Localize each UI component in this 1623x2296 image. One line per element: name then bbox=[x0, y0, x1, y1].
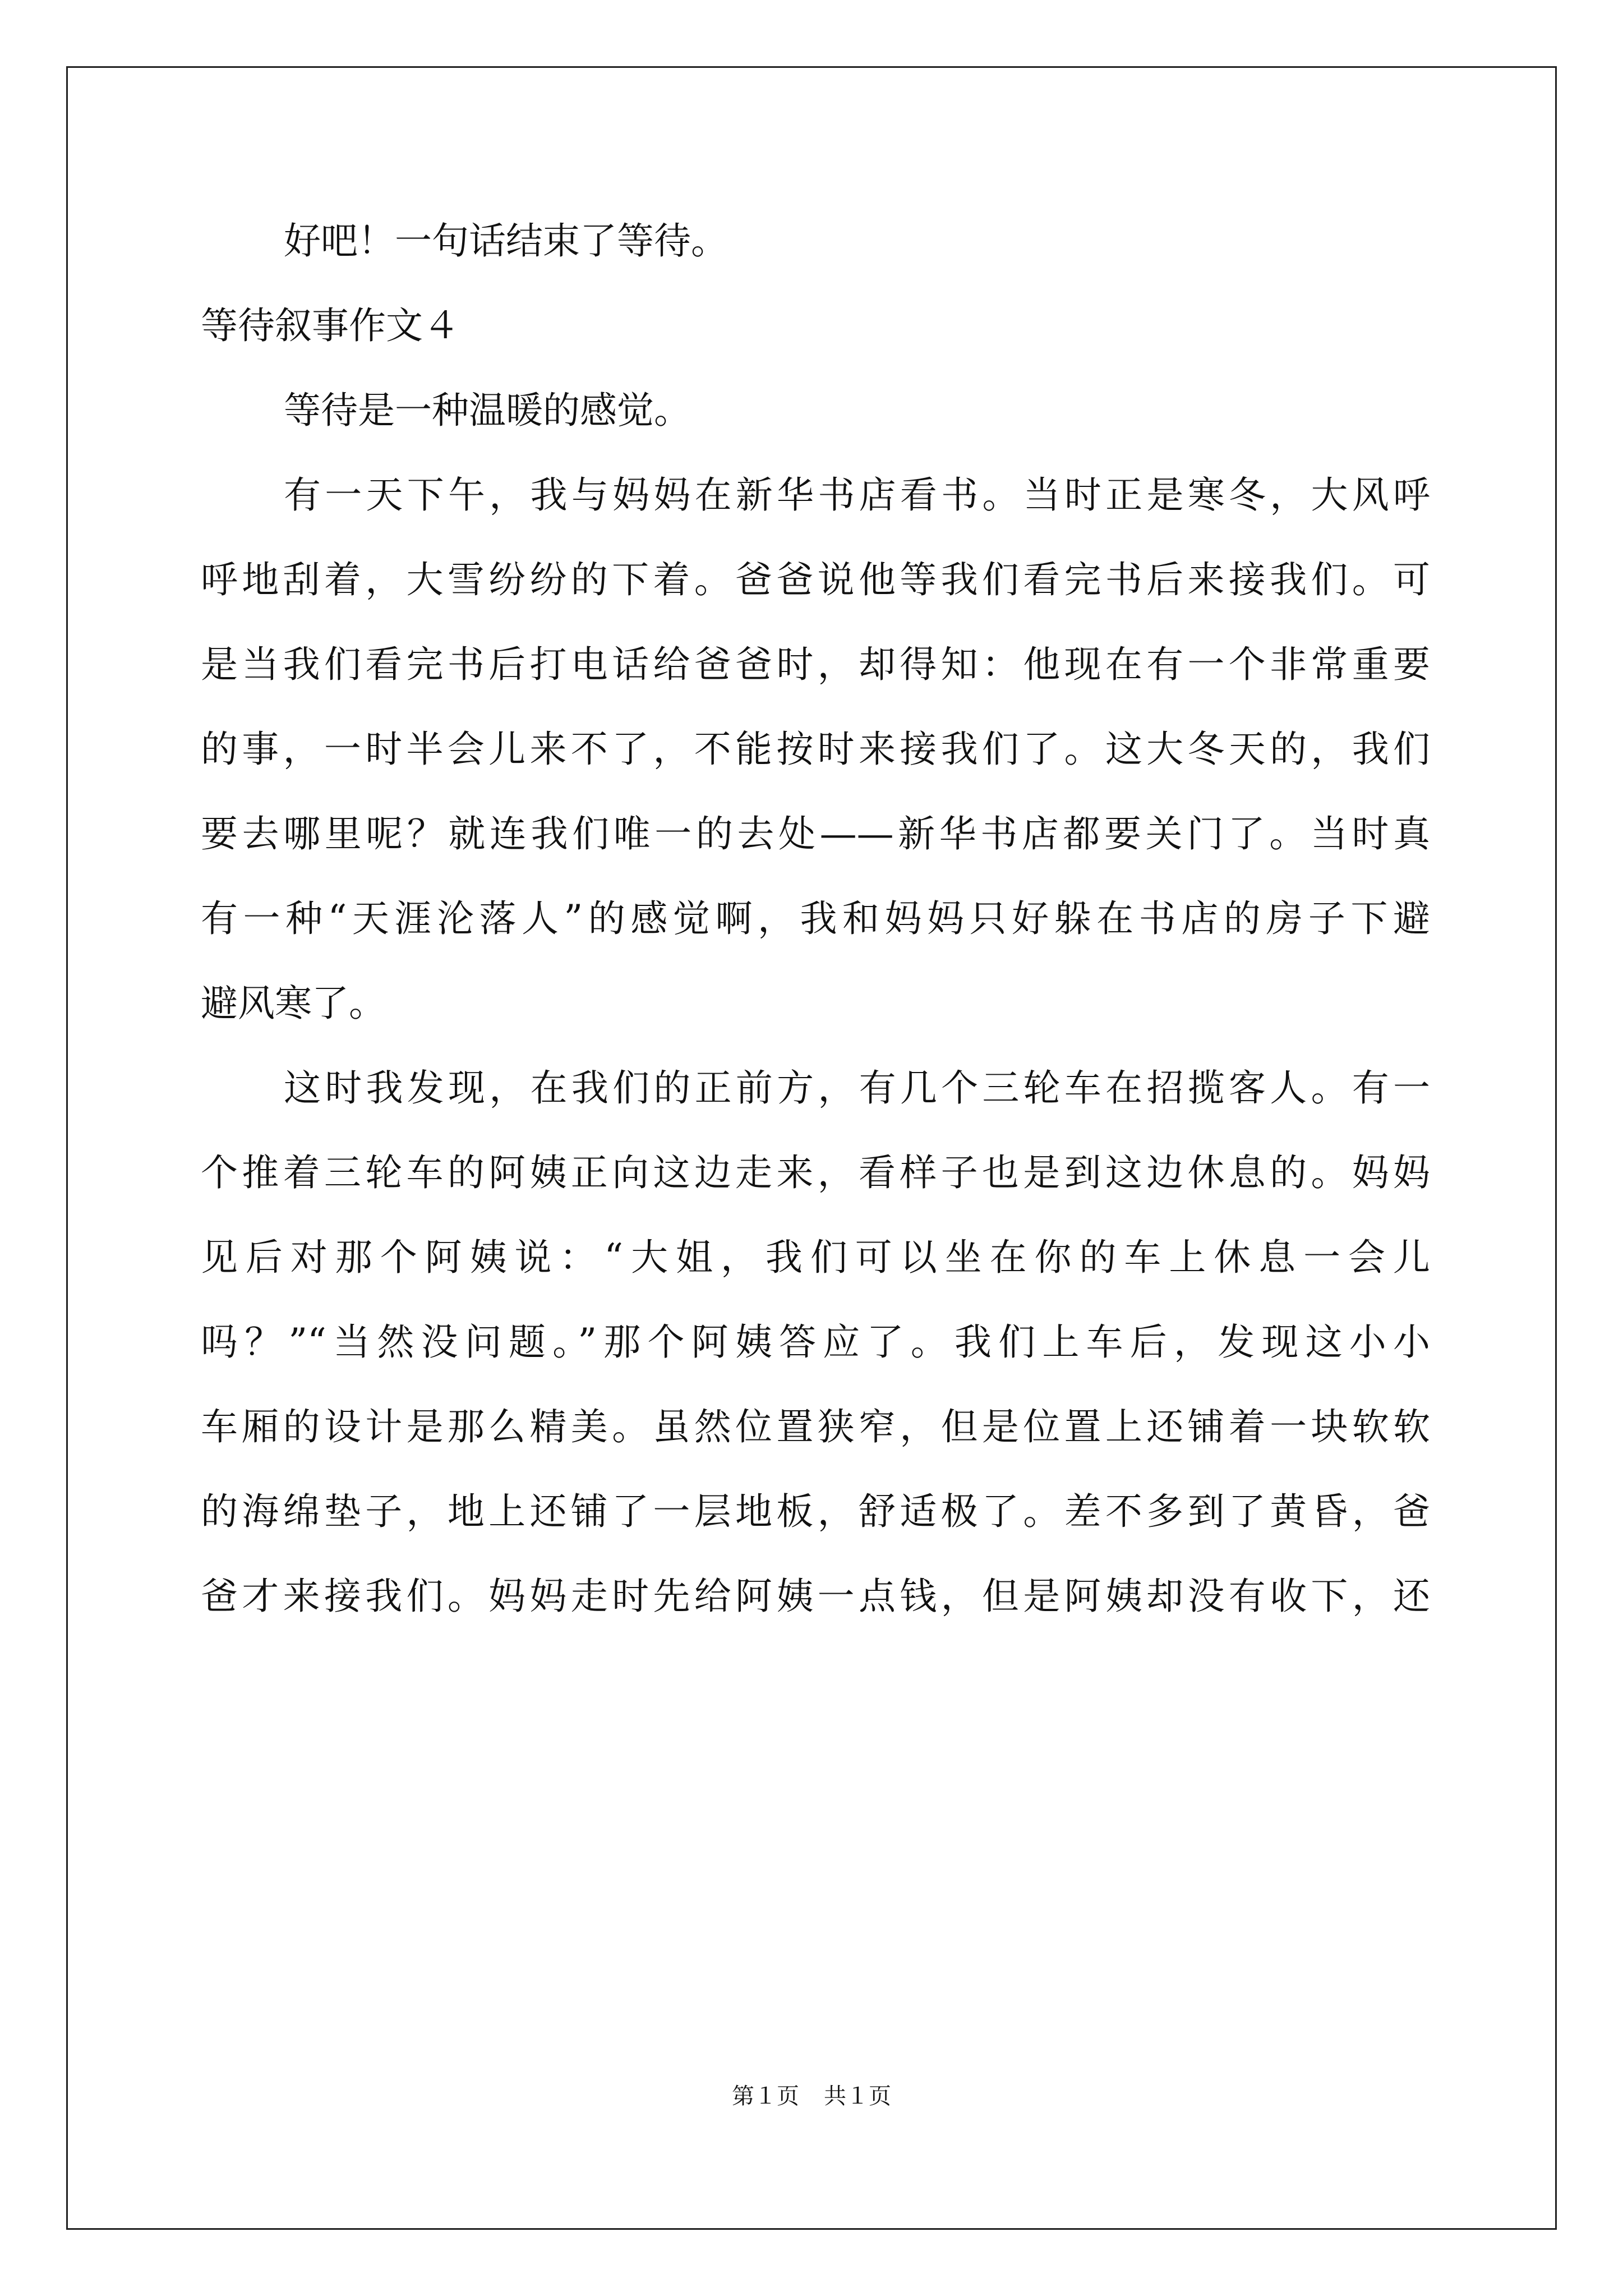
page-number-current: 第１页 bbox=[732, 2083, 799, 2109]
paragraph-2-line-3: 是当我们看完书后打电话给爸爸时，却得知：他现在有一个非常重要 bbox=[201, 643, 1430, 686]
paragraph-3-line-3: 见后对那个阿姨说：“大姐，我们可以坐在你的车上休息一会儿 bbox=[201, 1236, 1430, 1279]
paragraph-2-line-5: 要去哪里呢？就连我们唯一的去处——新华书店都要关门了。当时真 bbox=[201, 812, 1430, 855]
paragraph-3-line-7: 爸才来接我们。妈妈走时先给阿姨一点钱，但是阿姨却没有收下，还 bbox=[201, 1575, 1430, 1618]
opening-line: 好吧！一句话结束了等待。 bbox=[284, 219, 728, 263]
paragraph-2-line-4: 的事，一时半会儿来不了，不能按时来接我们了。这大冬天的，我们 bbox=[201, 728, 1430, 771]
paragraph-3-line-4: 吗？”“当然没问题。”那个阿姨答应了。我们上车后，发现这小小 bbox=[201, 1320, 1430, 1364]
paragraph-2-line-6: 有一种“天涯沦落人”的感觉啊，我和妈妈只好躲在书店的房子下避 bbox=[201, 897, 1430, 940]
page-number-total: 共１页 bbox=[824, 2083, 891, 2109]
paragraph-1-line-1: 等待是一种温暖的感觉。 bbox=[284, 389, 691, 432]
paragraph-3-line-2: 个推着三轮车的阿姨正向这边走来，看样子也是到这边休息的。妈妈 bbox=[201, 1151, 1430, 1194]
paragraph-2-line-1: 有一天下午，我与妈妈在新华书店看书。当时正是寒冬，大风呼 bbox=[284, 473, 1430, 517]
section-title: 等待叙事作文４ bbox=[201, 304, 460, 347]
page-footer bbox=[0, 2082, 1623, 2110]
paragraph-3-line-1: 这时我发现，在我们的正前方，有几个三轮车在招揽客人。有一 bbox=[284, 1066, 1430, 1110]
paragraph-2-line-7: 避风寒了。 bbox=[201, 982, 386, 1025]
paragraph-3-line-5: 车厢的设计是那么精美。虽然位置狭窄，但是位置上还铺着一块软软 bbox=[201, 1405, 1430, 1448]
paragraph-2-line-2: 呼地刮着，大雪纷纷的下着。爸爸说他等我们看完书后来接我们。可 bbox=[201, 558, 1430, 601]
paragraph-3-line-6: 的海绵垫子，地上还铺了一层地板，舒适极了。差不多到了黄昏，爸 bbox=[201, 1490, 1430, 1533]
